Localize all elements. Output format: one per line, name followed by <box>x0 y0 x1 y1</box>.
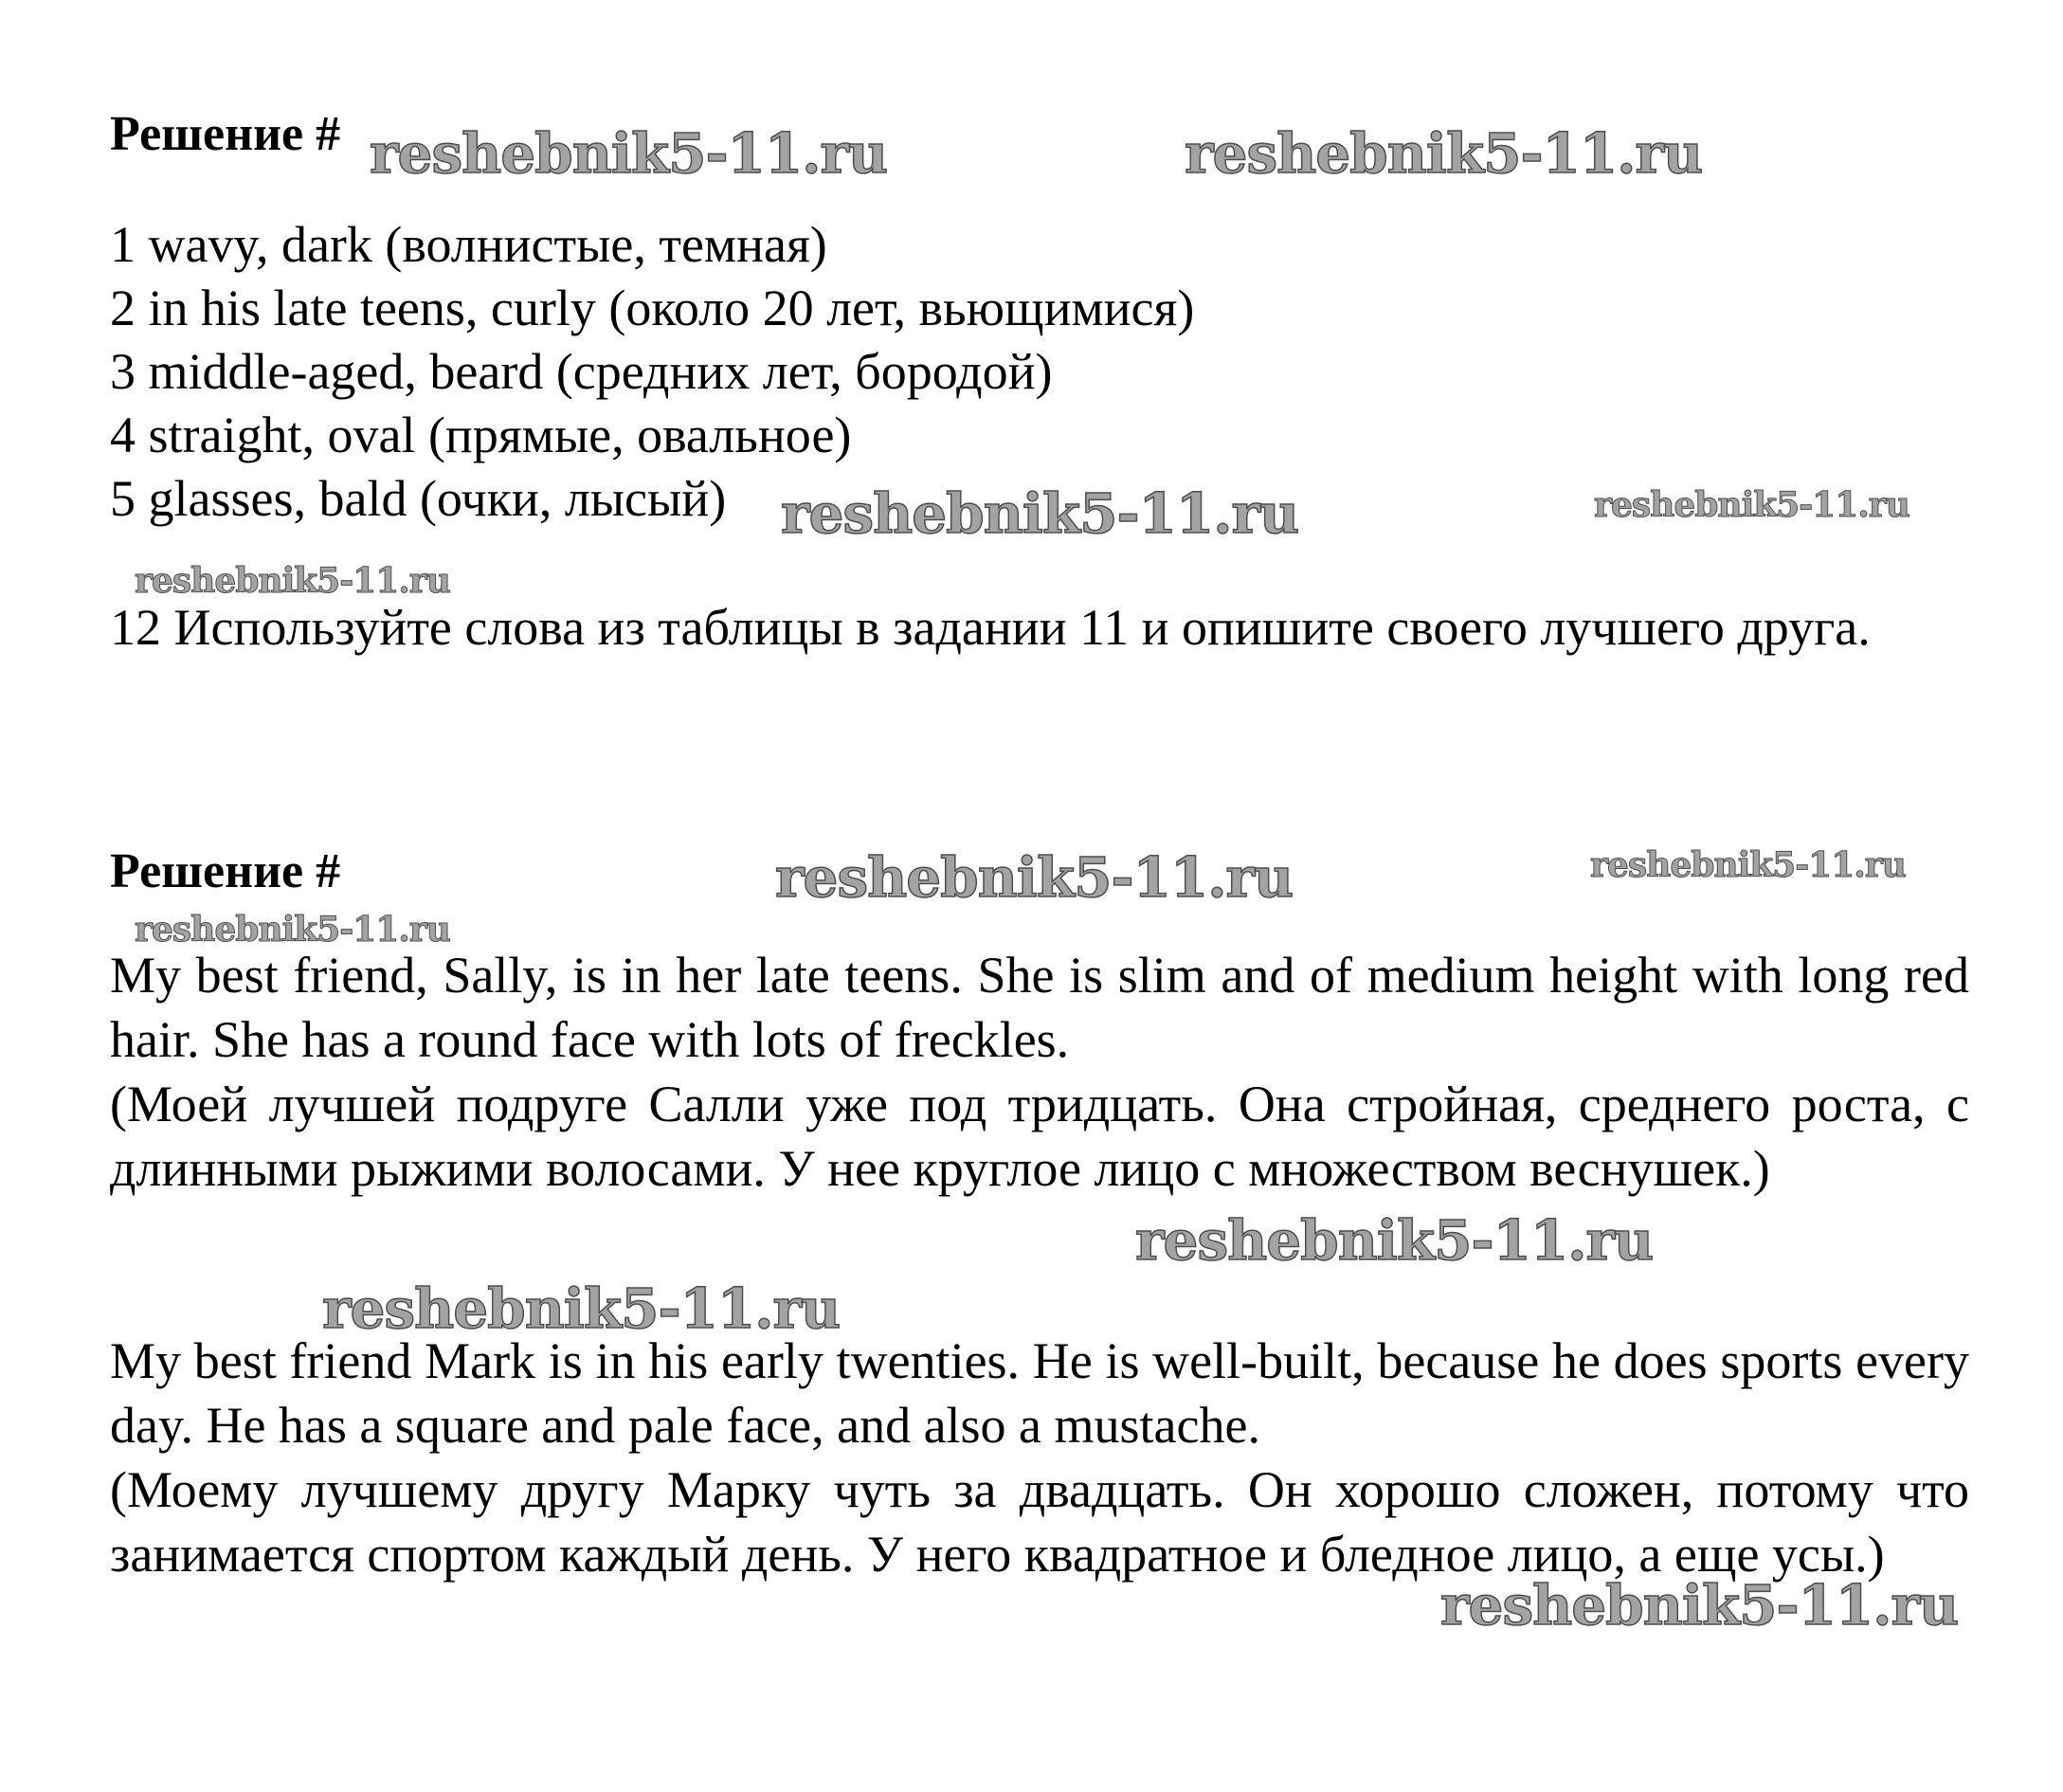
answer-line-5: 5 glasses, bald (очки, лысый) <box>110 470 727 527</box>
paragraph-mark-ru: (Моему лучшему другу Марку чуть за двадцать. Он хорошо сложен, потому что занимается спортом каждый день. У него квадратное и бледное лицо, а еще усы.) <box>110 1461 1969 1583</box>
watermark-logo: reshebnik5-11.ru <box>135 910 450 950</box>
watermark-logo: reshebnik5-11.ru <box>370 121 888 186</box>
watermark-logo: reshebnik5-11.ru <box>322 1276 841 1341</box>
answer-line-1: 1 wavy, dark (волнистые, темная) <box>110 216 827 273</box>
watermark-logo: reshebnik5-11.ru <box>1440 1573 1959 1638</box>
answer-line-3: 3 middle-aged, beard (средних лет, бородой) <box>110 343 1053 400</box>
solution-heading-2: Решение # <box>110 844 341 898</box>
paragraph-sally-en: My best friend, Sally, is in her late teens. She is slim and of medium height with long red hair. She has a round face with lots of freckles. <box>110 947 1969 1068</box>
watermark-logo: reshebnik5-11.ru <box>135 561 450 601</box>
paragraph-mark-en: My best friend Mark is in his early twenties. He is well-built, because he does sports every day. He has a square and pale face, and also a mustache. <box>110 1332 1969 1454</box>
solution-heading-1: Решение # <box>110 107 341 161</box>
answer-line-2: 2 in his late teens, curly (около 20 лет, вьющимися) <box>110 280 1195 336</box>
watermark-logo: reshebnik5-11.ru <box>1185 121 1703 186</box>
watermark-logo: reshebnik5-11.ru <box>1135 1208 1654 1273</box>
answer-line-4: 4 straight, oval (прямые, овальное) <box>110 407 852 463</box>
watermark-logo: reshebnik5-11.ru <box>1590 845 1906 885</box>
watermark-logo: reshebnik5-11.ru <box>1594 485 1909 525</box>
watermark-logo: reshebnik5-11.ru <box>775 845 1294 910</box>
task-12-text: 12 Используйте слова из таблицы в задании 11 и опишите своего лучшего друга. <box>110 599 1871 656</box>
paragraph-sally-ru: (Моей лучшей подруге Салли уже под тридцать. Она стройная, среднего роста, с длинными рыжими волосами. У нее круглое лицо с множеством веснушек.) <box>110 1076 1969 1197</box>
watermark-logo: reshebnik5-11.ru <box>781 481 1299 546</box>
